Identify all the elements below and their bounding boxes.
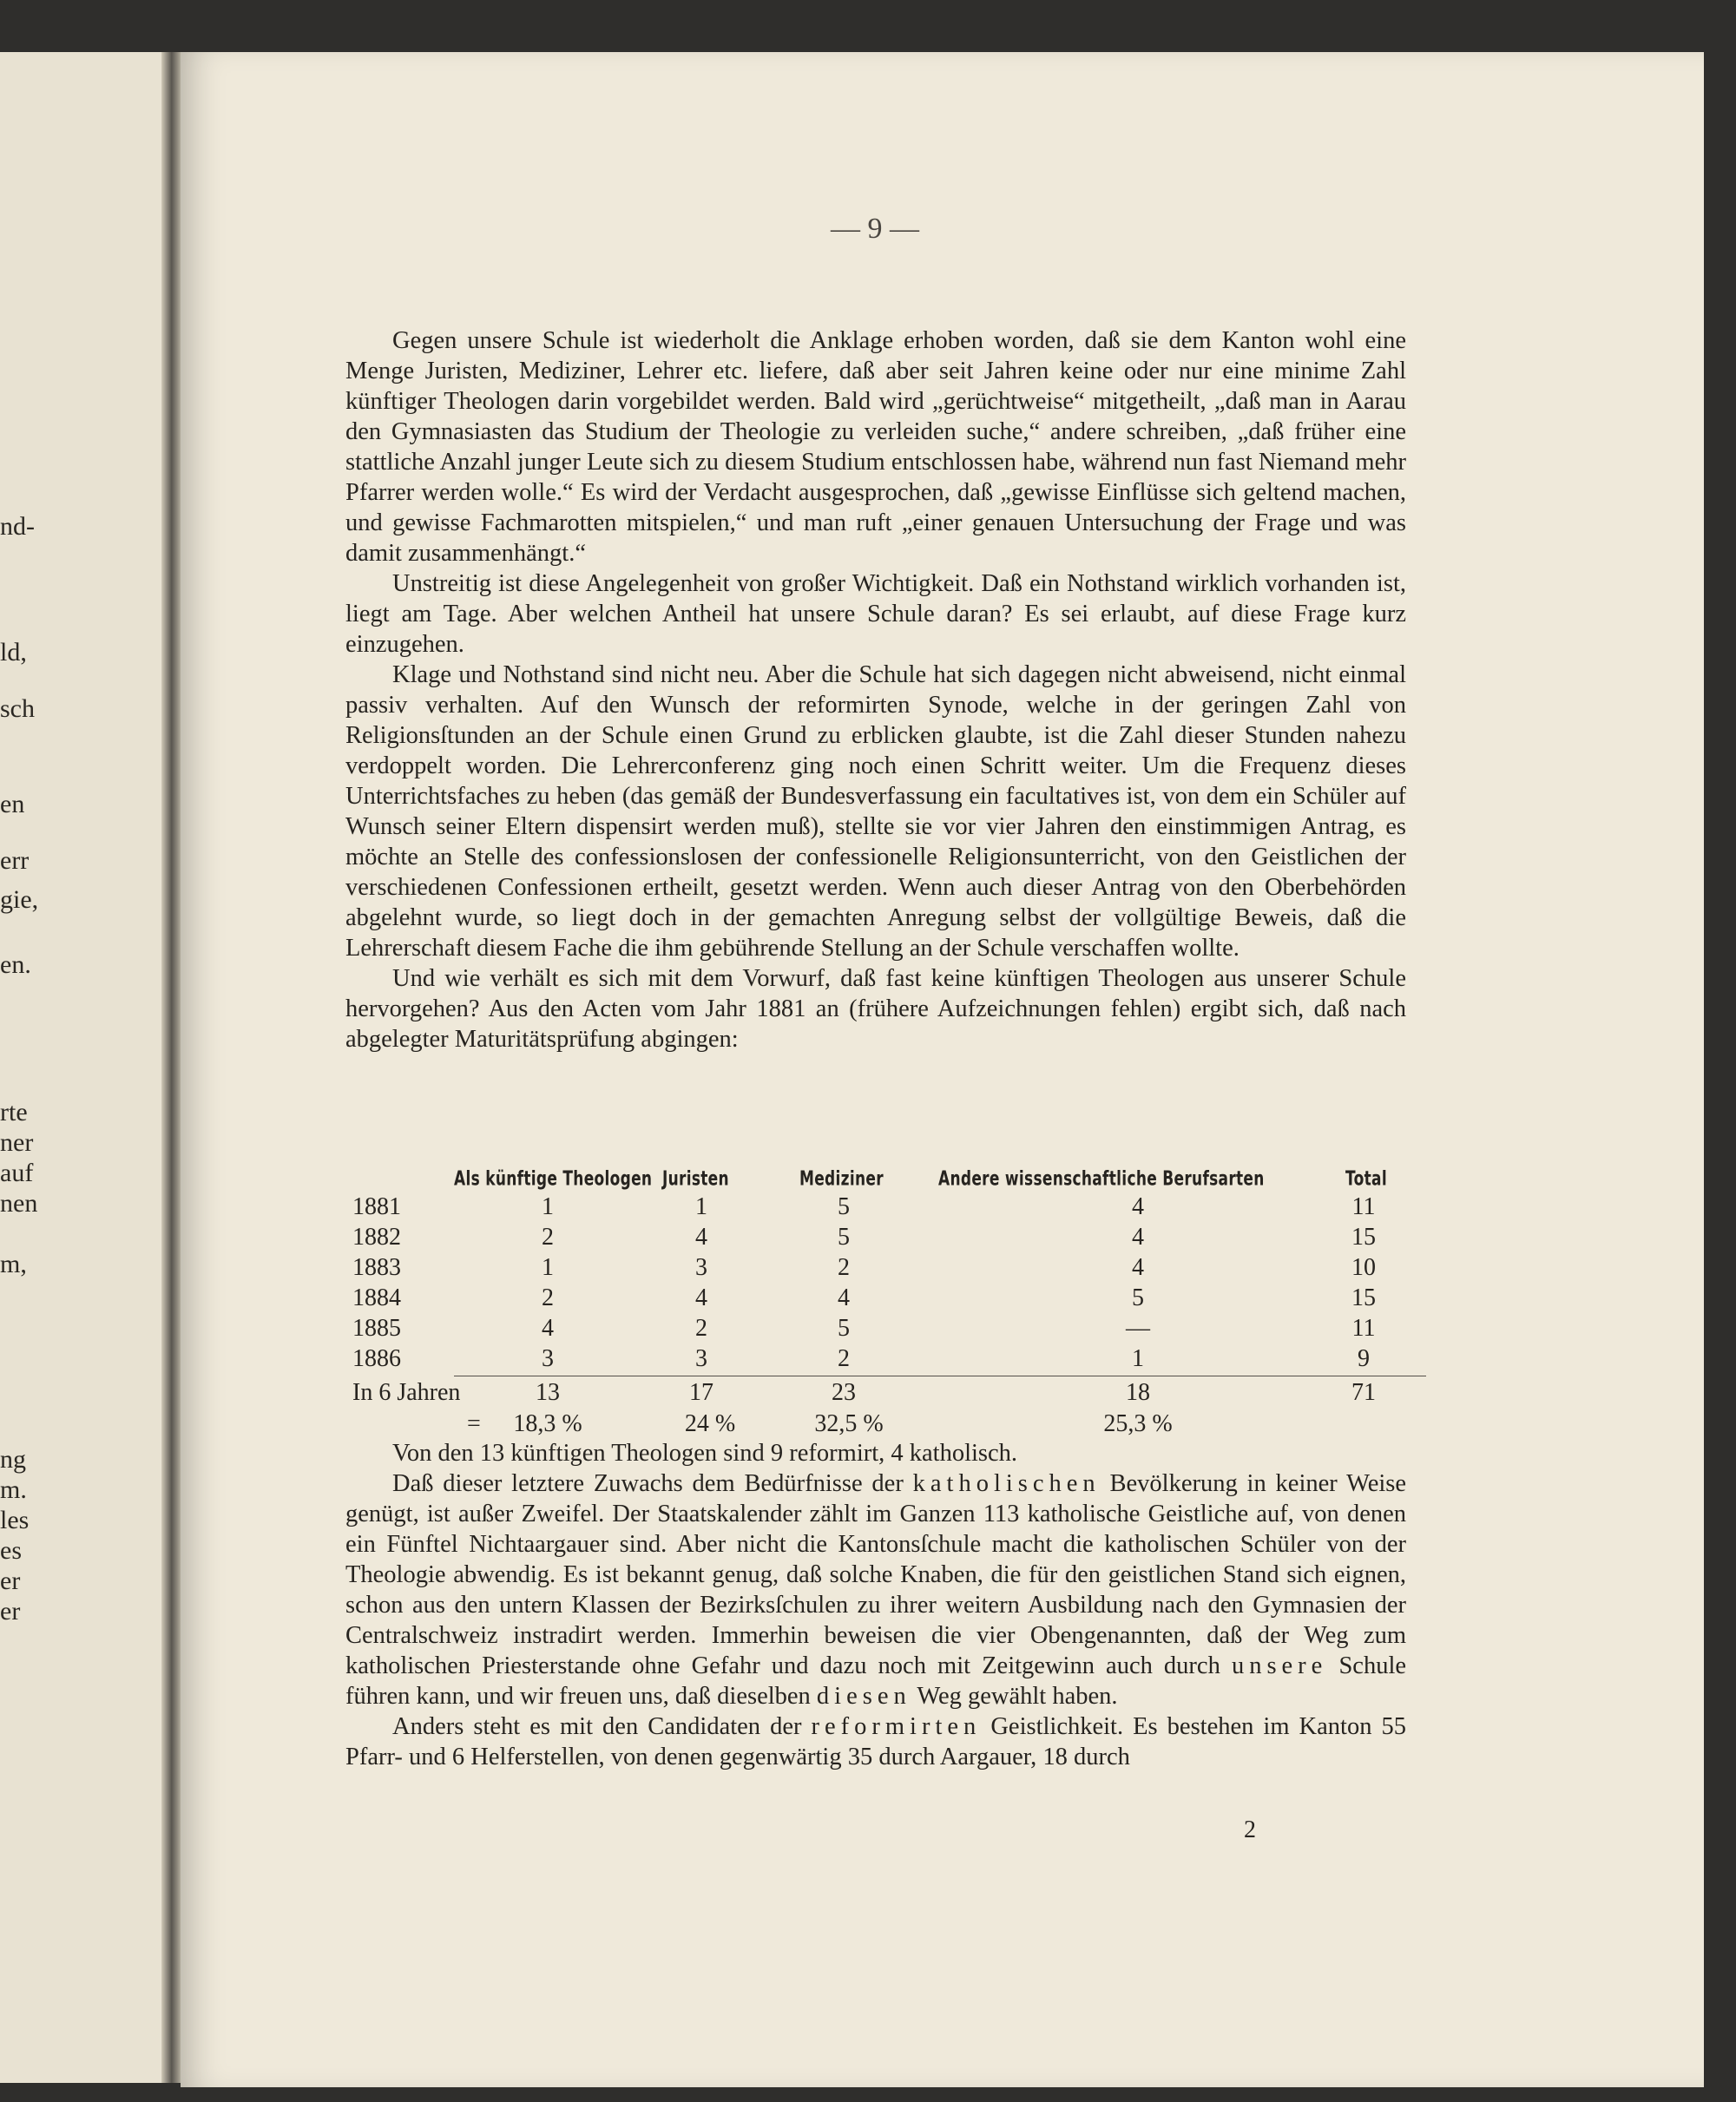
paragraph: Klage und Nothstand sind nicht neu. Aber die Schule hat sich dagegen nicht abweisend, nicht einmal passiv verhalten. Auf den Wunsch der reformirten Synode, welche in der geringen Zahl von Religionsſtunden an der Schule einen Grund zu erblicken glaubte, ist die Zahl dieser Stunden nahezu verdoppelt worden. Die Lehrerconferenz ging noch einen Schritt weiter. Um die Frequenz dieses Unterrichtsfaches zu heben (das gemäß der Bundesverfassung ein facultatives ist, von dem ein Schüler auf Wunsch seiner Eltern dispensirt werden muß), stellte sie vor vier Jahren den einstimmigen Antrag, es möchte an Stelle des confessionslosen der confessionelle Religionsunterricht, von den Geistlichen der verschiedenen Confessionen ertheilt, gesetzt werden. Wenn auch dieser Antrag von den Oberbehörden abgelehnt wurde, so liegt doch in der gemachten Anregung selbst der vollgültige Beweis, daß die Lehrerschaft diesem Fache die ihm gebührende Stellung an der Schule verschaffen wollte. [345, 661, 1406, 962]
left-fragment: gie, [0, 885, 39, 914]
table-cell: 2 [695, 1315, 707, 1342]
table-sum-cell: 13 [536, 1379, 560, 1406]
table-cell: 10 [1351, 1254, 1376, 1281]
table-cell: 1 [695, 1193, 707, 1220]
table-year: 1881 [352, 1193, 401, 1220]
table-percent-prefix: = [467, 1410, 481, 1437]
left-fragment: err [0, 846, 30, 875]
left-fragment: er [0, 1567, 21, 1595]
table-cell: 5 [838, 1193, 850, 1220]
paragraph-text: Anders steht es mit den Candidaten der [392, 1713, 802, 1740]
left-fragment: es [0, 1536, 22, 1565]
table-cell: 4 [542, 1315, 554, 1342]
paragraph-text: Daß dieser letztere Zuwachs dem Bedürfnisse der [392, 1470, 904, 1497]
table-cell: 2 [838, 1254, 850, 1281]
table-cell: 4 [838, 1284, 850, 1311]
table-cell: 4 [1132, 1254, 1144, 1281]
paragraph: Gegen unsere Schule ist wiederholt die Anklage erhoben worden, daß sie dem Kanton wohl eine Menge Juristen, Mediziner, Lehrer etc. liefere, daß aber seit Jahren keine oder nur eine minime Zahl künftiger Theologen darin vorgebildet werden. Bald wird „gerüchtweise“ mitgetheilt, „daß man in Aarau den Gymnasiasten das Studium der Theologie zu verleiden suche,“ andere schreiben, „daß früher eine stattliche Anzahl junger Leute sich zu diesem Studium entschlossen habe, während nun fast Niemand mehr Pfarrer werden wolle.“ Es wird der Verdacht ausgesprochen, daß „gewisse Einflüsse sich geltend machen, und gewisse Fachmarotten mitspielen,“ und man ruft „einer genauen Untersuchung der Frage und was damit zusammenhängt.“ [345, 327, 1406, 567]
table-cell: 5 [1132, 1284, 1144, 1311]
paragraph [345, 1711, 1406, 1772]
left-fragment: m. [0, 1475, 27, 1504]
table-year: 1886 [352, 1345, 401, 1372]
paragraph-text: Bevölkerung in keiner Weise genügt, ist außer Zweifel. Der Staatskalender zählt im Ganzen 113 katholische Geistliche auf, von denen ein Fünftel Nichtaargauer sind. Aber nicht die Kantonsſchule macht die katholischen Schüler von der Theologie abwendig. Es ist bekannt genug, daß solche Knaben, die für den geistlichen Stand sich eignen, schon aus den untern Klassen der Bezirksſchulen zu ihrer weitern Ausbildung nach den Gymnasien der Centralschweiz instradirt werden. Immerhin beweisen die vier Obengenannten, daß der Weg zum katholischen Priesterstande ohne Gefahr und dazu noch mit Zeitgewinn auch durch [345, 1470, 1406, 1679]
table-cell: 4 [695, 1284, 707, 1311]
spaced-emphasis: katholischen [912, 1470, 1101, 1497]
table-cell: 1 [542, 1193, 554, 1220]
spaced-emphasis: unsere [1231, 1652, 1328, 1679]
table-cell: 11 [1351, 1315, 1376, 1342]
table-year: 1885 [352, 1315, 401, 1342]
left-page-text-fragments [0, 52, 174, 2083]
right-page [181, 52, 1704, 2087]
table-percent-cell: 32,5 % [814, 1410, 884, 1437]
table-header: Als künftige Theologen [454, 1167, 653, 1191]
table-cell: 3 [695, 1254, 707, 1281]
left-fragment: ner [0, 1128, 34, 1157]
left-fragment: rte [0, 1098, 28, 1127]
left-fragment: nen [0, 1189, 38, 1218]
paragraph [345, 1468, 1406, 1711]
table-cell: 1 [542, 1254, 554, 1281]
table-year: 1883 [352, 1254, 401, 1281]
paragraph: Von den 13 künftigen Theologen sind 9 reformirt, 4 katholisch. [392, 1440, 1018, 1467]
left-fragment: sch [0, 694, 35, 723]
table-cell: 3 [542, 1345, 554, 1372]
table-cell: 2 [542, 1284, 554, 1311]
table-cell: 5 [838, 1315, 850, 1342]
table-cell: 11 [1351, 1193, 1376, 1220]
table-cell: 2 [542, 1224, 554, 1251]
left-fragment: er [0, 1597, 21, 1626]
body-text-bottom [345, 1438, 1406, 1772]
table-sum-cell: 18 [1126, 1379, 1150, 1406]
table-cell: 9 [1358, 1345, 1370, 1372]
left-fragment: ld, [0, 638, 27, 667]
table-sum-cell: 23 [832, 1379, 856, 1406]
body-text-top [345, 325, 1406, 1054]
table-year: 1882 [352, 1224, 401, 1251]
table-header: Mediziner [799, 1167, 884, 1191]
left-fragment: en. [0, 950, 31, 979]
table-cell: 3 [695, 1345, 707, 1372]
left-fragment: nd- [0, 512, 35, 541]
paragraph-text: Geistlichkeit. Es bestehen im Kanton 55 Pfarr- und 6 Helferstellen, von denen gegenwärtig 35 durch Aargauer, 18 durch [345, 1713, 1406, 1770]
table-header: Andere wissenschaftliche Berufsarten [938, 1167, 1265, 1191]
table-cell: 5 [838, 1224, 850, 1251]
spaced-emphasis: reformirten [811, 1713, 982, 1740]
table-cell: 15 [1351, 1224, 1376, 1251]
table-cell: 4 [1132, 1224, 1144, 1251]
paragraph: Und wie verhält es sich mit dem Vorwurf, daß fast keine künftigen Theologen aus unserer Schule hervorgehen? Aus den Acten vom Jahr 1881 an (frühere Aufzeichnungen fehlen) ergibt sich, daß nach abgelegter Maturitätsprüfung abgingen: [345, 965, 1406, 1053]
table-cell: 15 [1351, 1284, 1376, 1311]
table-cell: 1 [1132, 1345, 1144, 1372]
table-sum-cell: 17 [689, 1379, 713, 1406]
table-year: 1884 [352, 1284, 401, 1311]
left-fragment: auf [0, 1159, 34, 1187]
left-fragment: les [0, 1506, 30, 1534]
page-number: — 9 — [831, 213, 919, 245]
table-header: Total [1345, 1167, 1387, 1191]
table-header: Juristen [662, 1167, 729, 1191]
table-sum-label: In 6 Jahren [352, 1379, 461, 1406]
table-cell: 4 [1132, 1193, 1144, 1220]
table-cell: — [1126, 1315, 1150, 1342]
table-sum-cell: 71 [1351, 1379, 1376, 1406]
signature-mark: 2 [1244, 1816, 1256, 1843]
table-percent-cell: 24 % [684, 1410, 736, 1437]
paragraph: Unstreitig ist diese Angelegenheit von großer Wichtigkeit. Daß ein Nothstand wirklich vorhanden ist, liegt am Tage. Aber welchen Antheil hat unsere Schule daran? Es sei erlaubt, auf diese Frage kurz einzugehen. [345, 570, 1406, 658]
spaced-emphasis: diesen [816, 1683, 911, 1710]
left-fragment: ng [0, 1445, 26, 1474]
paragraph-text: Weg gewählt haben. [917, 1683, 1118, 1710]
table-cell: 2 [838, 1345, 850, 1372]
table-percent-cell: 25,3 % [1103, 1410, 1173, 1437]
left-fragment: en [0, 790, 25, 818]
left-fragment: m, [0, 1250, 27, 1278]
left-page [0, 52, 174, 2083]
table-cell: 4 [695, 1224, 707, 1251]
table-percent-cell: 18,3 % [513, 1410, 582, 1437]
paragraph-text: Schule führen kann, und wir freuen uns, daß dieselben [345, 1652, 1407, 1710]
